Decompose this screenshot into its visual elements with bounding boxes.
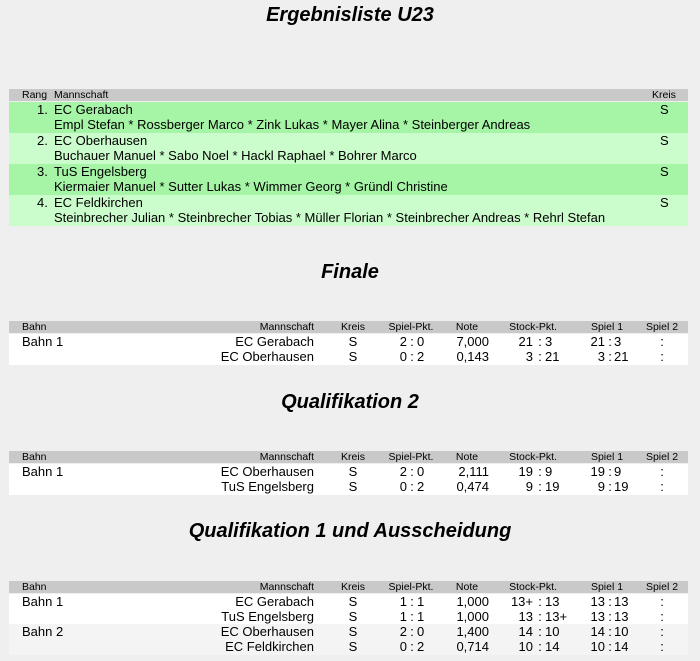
match-row	[9, 594, 688, 610]
header-kreis: Kreis	[341, 581, 365, 593]
header-mannschaft: Mannschaft	[259, 451, 314, 463]
match-row	[9, 464, 688, 480]
header-stock-pkt: Stock-Pkt.	[509, 321, 557, 333]
spiel-pkt-b: 0	[417, 334, 425, 349]
header-note: Note	[455, 581, 479, 593]
team-cell: EC Gerabach	[235, 594, 314, 609]
note-cell: 2,111	[458, 464, 489, 479]
stock-pkt-sep: :	[538, 594, 542, 609]
spiel1-b: 3	[614, 334, 622, 349]
stock-pkt-a: 3	[525, 349, 533, 364]
team-kreis: S	[660, 195, 669, 210]
header-kreis: Kreis	[341, 321, 365, 333]
spiel1-a: 13	[590, 594, 605, 609]
bahn-cell: Bahn 1	[22, 594, 64, 609]
header-note: Note	[455, 321, 479, 333]
quali1-title: Qualifikation 1 und Ausscheidung	[188, 520, 512, 542]
spiel1-sep: :	[608, 609, 612, 624]
spiel-pkt-sep: :	[410, 464, 414, 479]
team-cell: EC Oberhausen	[220, 624, 314, 639]
spiel1-a: 3	[597, 349, 605, 364]
kreis-cell: S	[348, 594, 358, 609]
spiel-pkt-sep: :	[410, 624, 414, 639]
stock-pkt-b: 3	[545, 334, 553, 349]
team-players: Kiermaier Manuel * Sutter Lukas * Wimmer Georg * Gründl Christine	[54, 179, 448, 194]
stock-pkt-sep: :	[538, 464, 542, 479]
header-spiel1: Spiel 1	[590, 321, 624, 333]
header-bahn: Bahn	[22, 581, 47, 593]
match-row	[9, 609, 688, 625]
stock-pkt-b: 9	[545, 464, 553, 479]
header-spiel2: Spiel 2	[645, 451, 679, 463]
stock-pkt-sep: :	[538, 349, 542, 364]
header-spiel-pkt: Spiel-Pkt.	[388, 321, 434, 333]
spiel-pkt-b: 2	[417, 479, 425, 494]
spiel-pkt-sep: :	[410, 609, 414, 624]
spiel1-b: 14	[614, 639, 629, 654]
rank-number: 1.	[37, 102, 48, 117]
team-kreis: S	[660, 102, 669, 117]
finale-title: Finale	[321, 261, 379, 283]
team-players: Steinbrecher Julian * Steinbrecher Tobias * Müller Florian * Steinbrecher Andreas * Rehrl Stefan	[54, 210, 606, 225]
ranking-row	[9, 195, 688, 226]
stock-pkt-a: 21	[518, 334, 533, 349]
ranking-row	[9, 133, 688, 164]
spiel-pkt-a: 2	[399, 624, 407, 639]
team-name: EC Gerabach	[54, 102, 133, 117]
spiel2-cell: :	[660, 624, 664, 639]
kreis-cell: S	[348, 639, 358, 654]
team-cell: EC Gerabach	[235, 334, 314, 349]
stock-pkt-sep: :	[538, 609, 542, 624]
spiel1-a: 10	[590, 639, 605, 654]
stock-pkt-sep: :	[538, 479, 542, 494]
spiel-pkt-a: 0	[399, 349, 407, 364]
note-cell: 0,474	[456, 479, 489, 494]
kreis-cell: S	[348, 479, 358, 494]
header-spiel2: Spiel 2	[645, 581, 679, 593]
spiel-pkt-sep: :	[410, 349, 414, 364]
stock-pkt-a: 10	[518, 639, 533, 654]
spiel1-sep: :	[608, 479, 612, 494]
stock-pkt-b: 19	[545, 479, 560, 494]
spiel1-sep: :	[608, 594, 612, 609]
quali2-title: Qualifikation 2	[281, 391, 419, 413]
team-cell: EC Feldkirchen	[225, 639, 314, 654]
stock-pkt-a: 9	[525, 479, 533, 494]
spiel1-a: 14	[590, 624, 605, 639]
header-spiel-pkt: Spiel-Pkt.	[388, 581, 434, 593]
kreis-cell: S	[348, 349, 358, 364]
spiel-pkt-b: 2	[417, 349, 425, 364]
note-cell: 1,400	[456, 624, 489, 639]
header-kreis: Kreis	[341, 451, 365, 463]
header-rang: Rang	[22, 89, 48, 101]
spiel1-sep: :	[608, 624, 612, 639]
spiel1-b: 13	[614, 594, 629, 609]
stock-pkt-sep: :	[538, 334, 542, 349]
match-row	[9, 479, 688, 495]
header-stock-pkt: Stock-Pkt.	[509, 451, 557, 463]
note-cell: 7,000	[456, 334, 489, 349]
ranking-row	[9, 102, 688, 133]
team-name: EC Oberhausen	[54, 133, 148, 148]
team-cell: EC Oberhausen	[220, 464, 314, 479]
team-kreis: S	[660, 164, 669, 179]
spiel-pkt-sep: :	[410, 334, 414, 349]
note-cell: 1,000	[456, 594, 489, 609]
team-name: TuS Engelsberg	[54, 164, 147, 179]
ranking-row	[9, 164, 688, 195]
stock-pkt-a: 19	[518, 464, 533, 479]
header-stock-pkt: Stock-Pkt.	[509, 581, 557, 593]
spiel2-cell: :	[660, 609, 664, 624]
spiel2-cell: :	[660, 349, 664, 364]
spiel-pkt-a: 0	[399, 639, 407, 654]
spiel1-b: 13	[614, 609, 629, 624]
quali1-header	[9, 581, 688, 593]
spiel-pkt-sep: :	[410, 479, 414, 494]
header-spiel-pkt: Spiel-Pkt.	[388, 451, 434, 463]
header-bahn: Bahn	[22, 321, 47, 333]
spiel-pkt-a: 2	[399, 334, 407, 349]
quali2-header	[9, 451, 688, 463]
kreis-cell: S	[348, 334, 358, 349]
header-kreis: Kreis	[652, 89, 676, 101]
stock-pkt-sep: :	[538, 624, 542, 639]
header-spiel1: Spiel 1	[590, 581, 624, 593]
spiel1-b: 10	[614, 624, 629, 639]
spiel-pkt-a: 2	[399, 464, 407, 479]
stock-pkt-b: 14	[545, 639, 560, 654]
stock-pkt-b: 13+	[545, 609, 568, 624]
spiel1-a: 21	[590, 334, 605, 349]
match-row	[9, 349, 688, 365]
spiel1-sep: :	[608, 349, 612, 364]
note-cell: 0,714	[456, 639, 489, 654]
team-cell: TuS Engelsberg	[221, 609, 314, 624]
spiel1-sep: :	[608, 334, 612, 349]
kreis-cell: S	[348, 624, 358, 639]
team-kreis: S	[660, 133, 669, 148]
spiel-pkt-b: 1	[417, 609, 425, 624]
stock-pkt-b: 10	[545, 624, 560, 639]
spiel1-sep: :	[608, 639, 612, 654]
match-row	[9, 639, 688, 655]
header-mannschaft: Mannschaft	[54, 89, 109, 101]
header-bahn: Bahn	[22, 451, 47, 463]
match-row	[9, 624, 688, 640]
finale-header	[9, 321, 688, 333]
stock-pkt-b: 13	[545, 594, 560, 609]
spiel1-b: 19	[614, 479, 629, 494]
note-cell: 1,000	[456, 609, 489, 624]
spiel1-a: 13	[590, 609, 605, 624]
spiel-pkt-b: 0	[417, 464, 425, 479]
spiel1-b: 21	[614, 349, 629, 364]
spiel-pkt-sep: :	[410, 639, 414, 654]
spiel1-sep: :	[608, 464, 612, 479]
header-spiel2: Spiel 2	[645, 321, 679, 333]
rank-number: 2.	[37, 133, 48, 148]
header-spiel1: Spiel 1	[590, 451, 624, 463]
spiel-pkt-b: 1	[417, 594, 425, 609]
header-note: Note	[455, 451, 479, 463]
spiel-pkt-sep: :	[410, 594, 414, 609]
kreis-cell: S	[348, 464, 358, 479]
ranking-header	[9, 89, 688, 101]
ranking-title: Ergebnisliste U23	[266, 4, 434, 26]
spiel-pkt-a: 1	[399, 594, 407, 609]
rank-number: 3.	[37, 164, 48, 179]
team-name: EC Feldkirchen	[54, 195, 143, 210]
spiel-pkt-b: 2	[417, 639, 425, 654]
bahn-cell: Bahn 1	[22, 334, 64, 349]
stock-pkt-b: 21	[545, 349, 560, 364]
spiel-pkt-b: 0	[417, 624, 425, 639]
team-players: Empl Stefan * Rossberger Marco * Zink Lukas * Mayer Alina * Steinberger Andreas	[54, 117, 531, 132]
stock-pkt-a: 14	[518, 624, 533, 639]
team-cell: EC Oberhausen	[220, 349, 314, 364]
kreis-cell: S	[348, 609, 358, 624]
spiel-pkt-a: 1	[399, 609, 407, 624]
stock-pkt-a: 13+	[510, 594, 533, 609]
bahn-cell: Bahn 1	[22, 464, 64, 479]
rank-number: 4.	[37, 195, 48, 210]
match-row	[9, 334, 688, 350]
bahn-cell: Bahn 2	[22, 624, 64, 639]
stock-pkt-a: 13	[518, 609, 533, 624]
spiel1-b: 9	[614, 464, 622, 479]
header-mannschaft: Mannschaft	[259, 321, 314, 333]
spiel1-a: 19	[590, 464, 605, 479]
spiel2-cell: :	[660, 334, 664, 349]
spiel1-a: 9	[597, 479, 605, 494]
spiel2-cell: :	[660, 639, 664, 654]
spiel2-cell: :	[660, 464, 664, 479]
spiel2-cell: :	[660, 479, 664, 494]
spiel2-cell: :	[660, 594, 664, 609]
header-mannschaft: Mannschaft	[259, 581, 314, 593]
spiel-pkt-a: 0	[399, 479, 407, 494]
team-cell: TuS Engelsberg	[221, 479, 314, 494]
note-cell: 0,143	[456, 349, 489, 364]
team-players: Buchauer Manuel * Sabo Noel * Hackl Raphael * Bohrer Marco	[54, 148, 417, 163]
stock-pkt-sep: :	[538, 639, 542, 654]
